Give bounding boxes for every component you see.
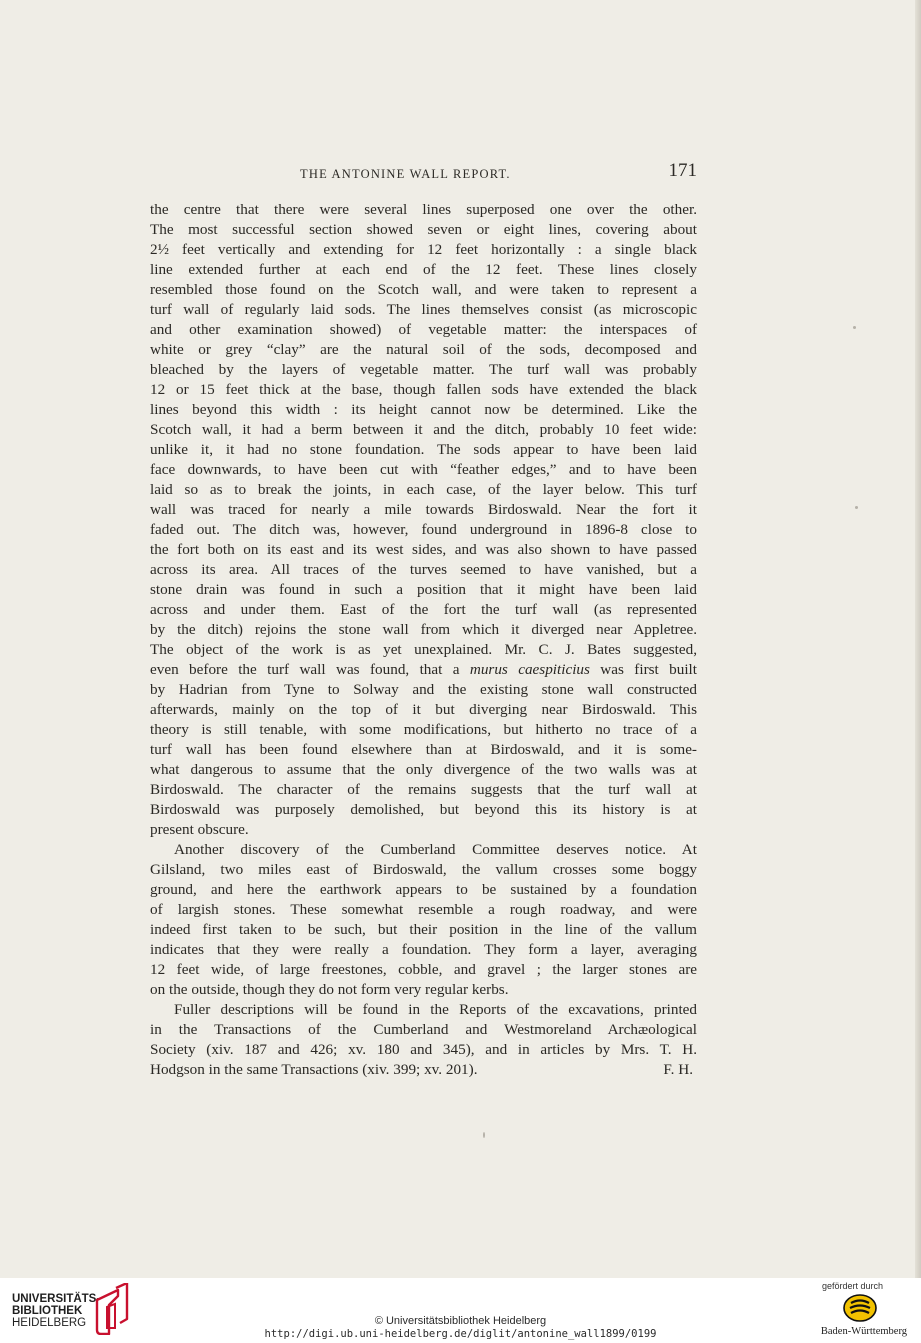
library-name-line3: HEIDELBERG [12, 1317, 87, 1329]
text-line: lines beyond this width : its height cannot now be determined. Like the [150, 401, 697, 418]
funder-name: Baden-Württemberg [820, 1326, 907, 1337]
paragraph [150, 1000, 697, 1080]
text-line: turf wall of regularly laid sods. The lines themselves consist (as microscopic [150, 301, 697, 318]
text-line: on the outside, though they do not form very regular kerbs. [150, 981, 509, 998]
text-line: indicates that they were really a foundation. They form a layer, averaging [150, 941, 697, 958]
text-line: white or grey “clay” are the natural soil of the sods, decomposed and [150, 341, 697, 358]
text-line: ground, and here the earthwork appears to be sustained by a foundation [150, 881, 697, 898]
scan-speck [483, 1132, 485, 1138]
paragraph [150, 840, 697, 1000]
baden-wuerttemberg-emblem-icon [842, 1293, 878, 1323]
text-line: the fort both on its east and its west sides, and was also shown to have passed [150, 541, 697, 558]
text-line: across and under them. East of the fort the turf wall (as represented [150, 601, 697, 618]
text-line: 12 feet wide, of large freestones, cobble, and gravel ; the larger stones are [150, 961, 697, 978]
text-line: Birdoswald. The character of the remains suggests that the turf wall at [150, 781, 697, 798]
text-line: unlike it, it had no stone foundation. The sods appear to have been laid [150, 441, 697, 458]
text-line: by the ditch) rejoins the stone wall from which it diverged near Appletree. [150, 621, 697, 638]
text-line: line extended further at each end of the 12 feet. These lines closely [150, 261, 697, 278]
text-line: bleached by the layers of vegetable matter. The turf wall was probably [150, 361, 697, 378]
page-number: 171 [668, 160, 697, 181]
text-line: of largish stones. These somewhat resemble a rough roadway, and were [150, 901, 697, 918]
text-line: present obscure. [150, 821, 249, 838]
funded-by-label: gefördert durch [821, 1281, 883, 1291]
text-line: Hodgson in the same Transactions (xiv. 399; xv. 201). F. H. [150, 1061, 693, 1078]
text-line: turf wall has been found elsewhere than at Birdoswald, and it is some- [150, 741, 697, 758]
text-line: afterwards, mainly on the top of it but diverging near Birdoswald. This [150, 701, 697, 718]
author-signature: F. H. [663, 1061, 693, 1078]
text-line: laid so as to break the joints, in each case, of the layer below. This turf [150, 481, 697, 498]
body-text [150, 200, 697, 1080]
text-line: in the Transactions of the Cumberland and Westmoreland Archæological [150, 1021, 697, 1038]
running-title: THE ANTONINE WALL REPORT. [300, 167, 511, 181]
latin-term: murus caespiticius [469, 661, 590, 678]
text-line: resembled those found on the Scotch wall, and were taken to represent a [150, 281, 697, 298]
text-line: wall was traced for nearly a mile towards Birdoswald. Near the fort it [150, 501, 697, 518]
text-line: the centre that there were several lines superposed one over the other. [150, 201, 697, 218]
text-line: faded out. The ditch was, however, found underground in 1896-8 close to [150, 521, 697, 538]
paragraph [150, 200, 697, 840]
text-line: and other examination showed) of vegetable matter: the interspaces of [150, 321, 697, 338]
text-line: 2½ feet vertically and extending for 12 feet horizontally : a single black [150, 241, 697, 258]
scan-speck [855, 506, 858, 509]
text-line: theory is still tenable, with some modifications, but hitherto no trace of a [150, 721, 697, 738]
library-name-line1: UNIVERSITÄTS- [12, 1293, 101, 1305]
text-line: 12 or 15 feet thick at the base, though fallen sods have extended the black [150, 381, 697, 398]
permalink-url[interactable]: http://digi.ub.uni-heidelberg.de/diglit/antonine_wall1899/0199 [264, 1328, 657, 1340]
text-line: Society (xiv. 187 and 426; xv. 180 and 345), and in articles by Mrs. T. H. [150, 1041, 697, 1058]
copyright-notice: © Universitätsbibliothek Heidelberg [374, 1315, 547, 1327]
text-line: face downwards, to have been cut with “feather edges,” and to have been [150, 461, 697, 478]
text-line: even before the turf wall was found, that a murus caespiticius was first built [150, 661, 697, 678]
text-line: by Hadrian from Tyne to Solway and the existing stone wall constructed [150, 681, 697, 698]
scan-speck [853, 326, 856, 329]
text-line: Birdoswald was purposely demolished, but beyond this its history is at [150, 801, 697, 818]
text-line: Another discovery of the Cumberland Committee deserves notice. At [174, 841, 697, 858]
text-line: The most successful section showed seven or eight lines, covering about [150, 221, 697, 238]
text-line: what dangerous to assume that the only divergence of the two walls was at [150, 761, 697, 778]
text-line: Fuller descriptions will be found in the Reports of the excavations, printed [174, 1001, 697, 1018]
text-line: across its area. All traces of the turves seemed to have vanished, but a [150, 561, 697, 578]
text-line: Gilsland, two miles east of Birdoswald, the vallum crosses some boggy [150, 861, 697, 878]
running-head [150, 160, 697, 186]
page-edge-shadow [915, 0, 921, 1278]
text-line: stone drain was found in such a position that it might have been laid [150, 581, 697, 598]
text-line: Scotch wall, it had a berm between it and the ditch, probably 10 feet wide: [150, 421, 697, 438]
text-line: The object of the work is as yet unexplained. Mr. C. J. Bates suggested, [150, 641, 697, 658]
library-name-line2: BIBLIOTHEK [12, 1305, 83, 1317]
text-line: indeed first taken to be such, but their position in the line of the vallum [150, 921, 697, 938]
